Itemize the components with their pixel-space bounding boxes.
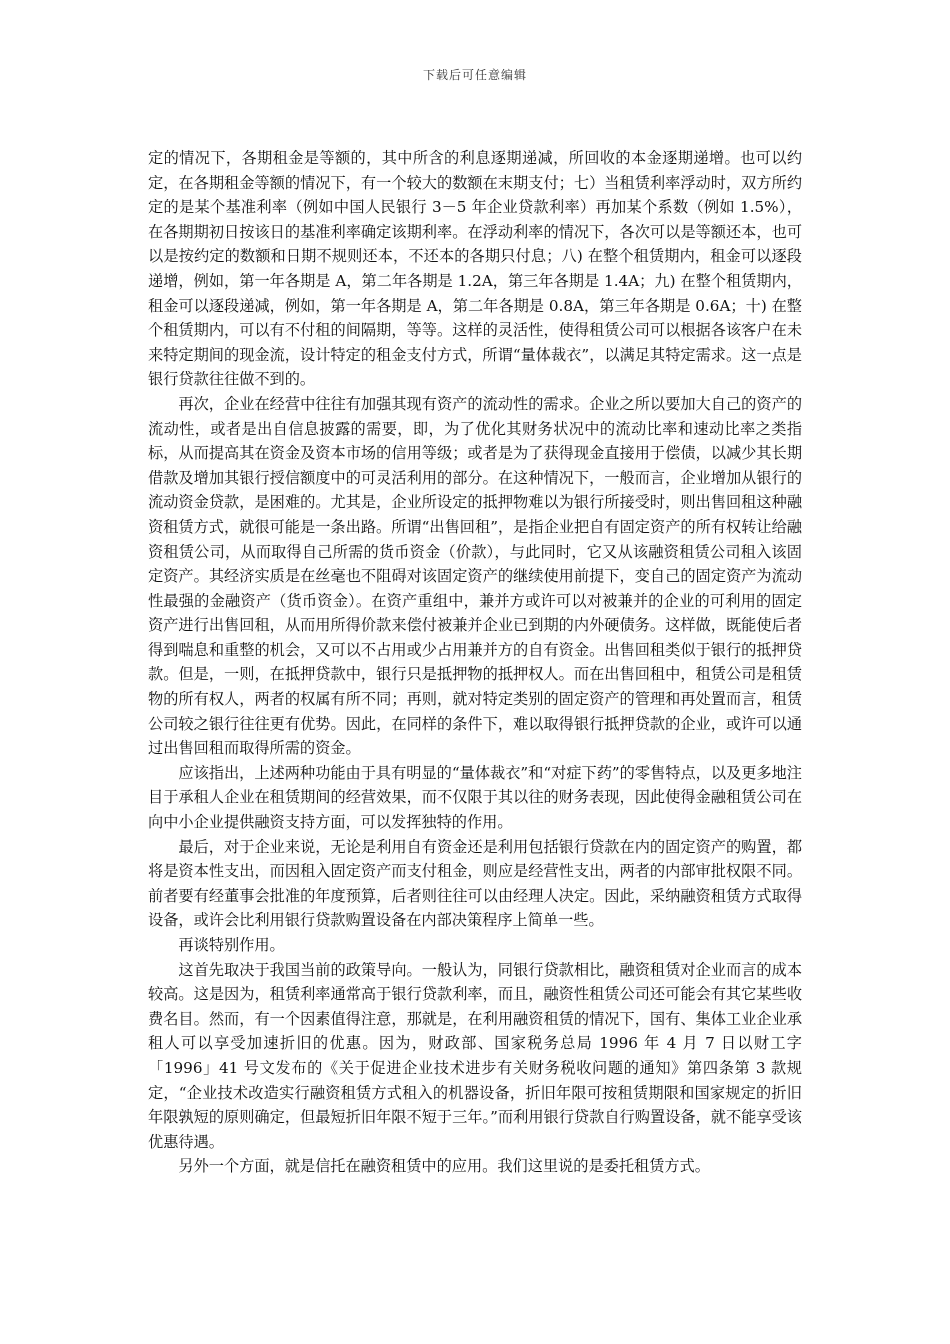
page-header: 下载后可任意编辑 [422, 68, 527, 82]
paragraph-1: 定的情况下，各期租金是等额的，其中所含的利息逐期递减，所回收的本金逐期递增。也可以约定，在各期租金等额的情况下，有一个较大的数额在末期支付；七）当租赁利率浮动时，双方所约定的是某个基准利率（例如中国人民银行 3－5 年企业贷款利率）再加某个系数（例如 1.5%），在各期期初日按该日的基准利率确定该期利率。在浮动利率的情况下，各次可以是等额还本，也可以是按约定的数额和日期不规则还本，不还本的各期只付息；八) 在整个租赁期内，租金可以逐段递增，例如，第一年各期是 A，第二年各期是 1.2A，第三年各期是 1.4A；九) 在整个租赁期内，租金可以逐段递减，例如，第一年各期是 A，第二年各期是 0.8A，第三年各期是 0.6A；十) 在整个租赁期内，可以有不付租的间隔期，等等。这样的灵活性，使得租赁公司可以根据各该客户在未来特定期间的现金流，设计特定的租金支付方式，所谓“量体裁衣”，以满足其特定需求。这一点是银行贷款往往做不到的。 [148, 149, 802, 389]
paragraph-7: 另外一个方面，就是信托在融资租赁中的应用。我们这里说的是委托租赁方式。 [178, 1157, 710, 1176]
paragraph-2: 再次，企业在经营中往往有加强其现有资产的流动性的需求。企业之所以要加大自己的资产的流动性，或者是出自信息披露的需要，即，为了优化其财务状况中的流动比率和速动比率之类指标，从而提高其在资金及资本市场的信用等级；或者是为了获得现金直接用于偿债，以减少其长期借款及增加其银行授信额度中的可灵活利用的部分。在这种情况下，一般而言，企业增加从银行的流动资金贷款，是困难的。尤其是，企业所设定的抵押物难以为银行所接受时，则出售回租这种融资租赁方式，就很可能是一条出路。所谓“出售回租”，是指企业把自有固定资产的所有权转让给融资租赁公司，从而取得自己所需的货币资金（价款），与此同时，它又从该融资租赁公司租入该固定资产。其经济实质是在丝毫也不阻碍对该固定资产的继续使用前提下，变自己的固定资产为流动性最强的金融资产（货币资金）。在资产重组中，兼并方或许可以对被兼并的企业的可利用的固定资产进行出售回租，从而用所得价款来偿付被兼并企业已到期的内外硬债务。这样做，既能使后者得到喘息和重整的机会，又可以不占用或少占用兼并方的自有资金。出售回租类似于银行的抵押贷款。但是，一则，在抵押贷款中，银行只是抵押物的抵押权人。而在出售回租中，租赁公司是租赁物的所有权人，两者的权属有所不同；再则，就对特定类别的固定资产的管理和再处置而言，租赁公司较之银行往往更有优势。因此，在同样的条件下，难以取得银行抵押贷款的企业，或许可以通过出售回租而取得所需的资金。 [148, 394, 802, 758]
paragraph-5: 再谈特别作用。 [178, 936, 285, 954]
paragraph-4: 最后，对于企业来说，无论是利用自有资金还是利用包括银行贷款在内的固定资产的购置，都将是资本性支出，而因租入固定资产而支付租金，则应是经营性支出，两者的内部审批权限不同。前者要有经董事会批准的年度预算，后者则往往可以由经理人决定。因此，采纳融资租赁方式取得设备，或许会比利用银行贷款购置设备在内部决策程序上简单一些。 [148, 837, 802, 930]
paragraph-6: 这首先取决于我国当前的政策导向。一般认为，同银行贷款相比，融资租赁对企业而言的成本较高。这是因为，租赁利率通常高于银行贷款利率，而且，融资性租赁公司还可能会有其它某些收费名目。然而，有一个因素值得注意，那就是，在利用融资租赁的情况下，国有、集体工业企业承租人可以享受加速折旧的优惠。因为，财政部、国家税务总局 1996 年 4 月 7 日以财工字「1996」41 号文发布的《关于促进企业技术进步有关财务税收问题的通知》第四条第 3 款规定，“企业技术改造实行融资租赁方式租入的机器设备，折旧年限可按租赁期限和国家规定的折旧年限孰短的原则确定，但最短折旧年限不短于三年。”而利用银行贷款自行购置设备，就不能享受该优惠待遇。 [148, 960, 802, 1151]
paragraph-3: 应该指出，上述两种功能由于具有明显的“量体裁衣”和“对症下药”的零售特点，以及更多地注目于承租人企业在租赁期间的经营效果，而不仅限于其以往的财务表现，因此使得金融租赁公司在向中小企业提供融资支持方面，可以发挥独特的作用。 [148, 763, 802, 832]
document-body [148, 146, 802, 1179]
